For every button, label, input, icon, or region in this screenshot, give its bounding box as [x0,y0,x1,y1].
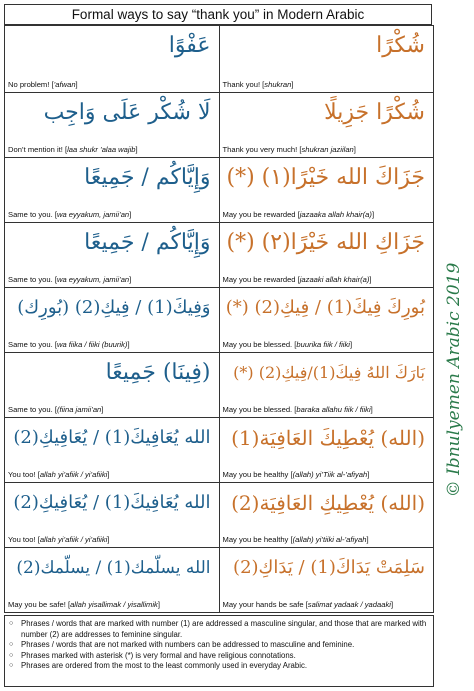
thanks-cell [220,548,434,612]
transliteration: shukran jaziilan [301,145,354,154]
translation-text: Same to you. [ [8,340,57,349]
translation-text: May your hands be safe [ [222,600,308,609]
english-translation [8,405,103,414]
arabic-phrase: الله يُعَافِيكَ(1) / يُعَافِيكِ(2) [13,492,211,513]
transliteration: (allah) yi’tiiki al-’afiyah [292,535,367,544]
copyright-credit [436,150,472,610]
bracket-close: ] [353,145,356,154]
bracket-close: ] [390,600,394,609]
notes-box [4,615,434,687]
english-translation [223,275,372,284]
thanks-cell [220,158,434,222]
reply-cell [5,418,220,482]
english-translation [223,340,353,349]
credit-text: © Ibnulyemen Arabic 2019 [444,262,464,498]
english-translation [223,80,294,89]
translation-text: May you be rewarded [ [222,210,300,219]
english-translation [8,535,109,544]
transliteration: laa shukr ’alaa wajib [67,145,136,154]
bracket-close: ] [107,535,110,544]
english-translation [8,275,131,284]
transliteration: allah yi’afiik / yi’afiiki [39,470,108,479]
thanks-cell [220,288,434,352]
reply-cell [5,158,220,222]
bracket-close: ] [371,210,375,219]
transliteration: baraka allahu fiik / fiiki [296,405,371,414]
english-translation [223,405,373,414]
translation-text: Same to you. [ [8,405,57,414]
bracket-close: ] [349,340,353,349]
arabic-phrase: بُورِكَ فِيكَ(1) / فِيكِ(2) (*) [225,297,425,318]
transliteration: allah yi’afiik / yi’afiiki [39,535,108,544]
notes-list [5,619,433,672]
bracket-close: ] [291,80,294,89]
translation-text: Thank you! [ [222,80,265,89]
translation-text: Thank you very much! [ [222,145,302,154]
english-translation [223,145,356,154]
reply-cell [5,548,220,612]
bracket-close: ] [107,470,110,479]
reply-cell [5,93,220,157]
bracket-close: ] [101,405,104,414]
transliteration: (fiina jamii’an [56,405,102,414]
translation-text: No problem! [ [8,80,54,89]
phrase-row [5,222,433,287]
translation-text: May you be blessed. [ [222,405,297,414]
transliteration: wa fiika / fiiki (buurik) [56,340,128,349]
translation-text: Same to you. [ [8,210,57,219]
translation-text: May you be rewarded [ [222,275,300,284]
thanks-cell [220,26,434,92]
transliteration: buurika fiik / fiiki [296,340,350,349]
reply-cell [5,353,220,417]
arabic-phrase: (الله) يُعْطِيكَ العَافِيَة(1) [231,426,425,450]
bracket-close: ] [367,470,370,479]
thanks-cell [220,353,434,417]
translation-text: May you be blessed. [ [222,340,297,349]
bracket-close: ] [127,340,130,349]
transliteration: wa eyyakum, jamii’an [56,275,130,284]
reply-cell [5,223,220,287]
arabic-phrase: لَا شُكْر عَلَى وَاجِب [43,100,211,125]
note-item: ○ Phrases marked with asterisk (*) is very formal and have religious connotations. [21,651,433,662]
phrase-row [5,287,433,352]
phrase-table [4,25,434,613]
phrase-row [5,157,433,222]
english-translation [8,80,78,89]
bracket-close: ] [366,535,369,544]
english-translation [223,210,375,219]
phrase-row [5,482,433,547]
bracket-close: ] [370,405,373,414]
transliteration: salimat yadaak / yadaaki [307,600,391,609]
arabic-phrase: (فِينَا) جَمِيعًا [105,360,211,385]
transliteration: jazaaka allah khair(a) [299,210,372,219]
arabic-phrase: سَلِمَتْ يَدَاكَ(1) / يَدَاكِ(2) [233,557,425,578]
bracket-close: ] [157,600,160,609]
bracket-close: ] [75,80,78,89]
transliteration: ’afwan [53,80,76,89]
note-item: ○ Phrases are ordered from the most to the least commonly used in everyday Arabic. [21,661,433,672]
reply-cell [5,288,220,352]
arabic-phrase: شُكْرًا جَزِيلًا [324,100,425,125]
arabic-phrase: (الله) يُعْطِيكِ العَافِيَة(2) [231,491,425,515]
thanks-cell [220,418,434,482]
translation-text: You too! [ [8,535,40,544]
english-translation [223,470,370,479]
translation-text: Don’t mention it! [ [8,145,68,154]
arabic-phrase: عَفْوًا [168,33,211,58]
arabic-phrase: جَزَاكَ الله خَيْرًا(١) (*) [226,165,425,190]
transliteration: (allah) yi’Tiik al-’afiyah [292,470,368,479]
arabic-phrase: جَزَاكِ الله خَيْرًا(٢) (*) [226,230,425,255]
phrase-row [5,92,433,157]
transliteration: shukran [264,80,292,89]
arabic-phrase: بَارَكَ اللهُ فِيكَ(1)/فِيكِ(2) (*) [233,363,425,382]
english-translation [8,600,160,609]
note-item: ○ Phrases / words that are not marked with numbers can be addressed to masculine and feminine. [21,640,433,651]
thanks-cell [220,93,434,157]
phrase-row [5,547,433,612]
bracket-close: ] [129,210,132,219]
arabic-phrase: شُكْرًا [376,33,425,58]
english-translation [223,600,394,609]
reply-cell [5,26,220,92]
translation-text: May you be safe! [ [8,600,71,609]
bracket-close: ] [129,275,132,284]
translation-text: May you be healthy [ [222,535,293,544]
transliteration: jazaaki allah khair(a) [299,275,370,284]
english-translation [8,210,131,219]
translation-text: May you be healthy [ [222,470,293,479]
transliteration: allah yisallimak / yisallimik [70,600,158,609]
arabic-phrase: الله يسلّمك(1) / يسلّمك(2) [16,558,211,578]
phrase-row [5,26,433,92]
note-item: ○ Phrases / words that are marked with number (1) are addressed a masculine singular, and those that are marked with number (2) are addresses to feminine singular. [21,619,433,640]
thanks-cell [220,483,434,547]
english-translation [8,145,138,154]
arabic-phrase: الله يُعَافِيكَ(1) / يُعَافِيكِ(2) [13,427,211,448]
bracket-close: ] [135,145,138,154]
thanks-cell [220,223,434,287]
arabic-phrase: وَإِيَّاكُم / جَمِيعًا [84,165,211,190]
arabic-phrase: وَإِيَّاكُم / جَمِيعًا [84,230,211,255]
phrase-row [5,417,433,482]
english-translation [223,535,369,544]
reply-cell [5,483,220,547]
english-translation [8,340,130,349]
phrase-row [5,352,433,417]
page-title: Formal ways to say “thank you” in Modern Arabic [4,4,432,25]
english-translation [8,470,109,479]
arabic-phrase: وَفِيكَ(1) / فِيكِ(2) (بُورِك) [17,297,211,318]
transliteration: wa eyyakum, jamii’an [56,210,130,219]
bracket-close: ] [369,275,372,284]
translation-text: You too! [ [8,470,40,479]
translation-text: Same to you. [ [8,275,57,284]
